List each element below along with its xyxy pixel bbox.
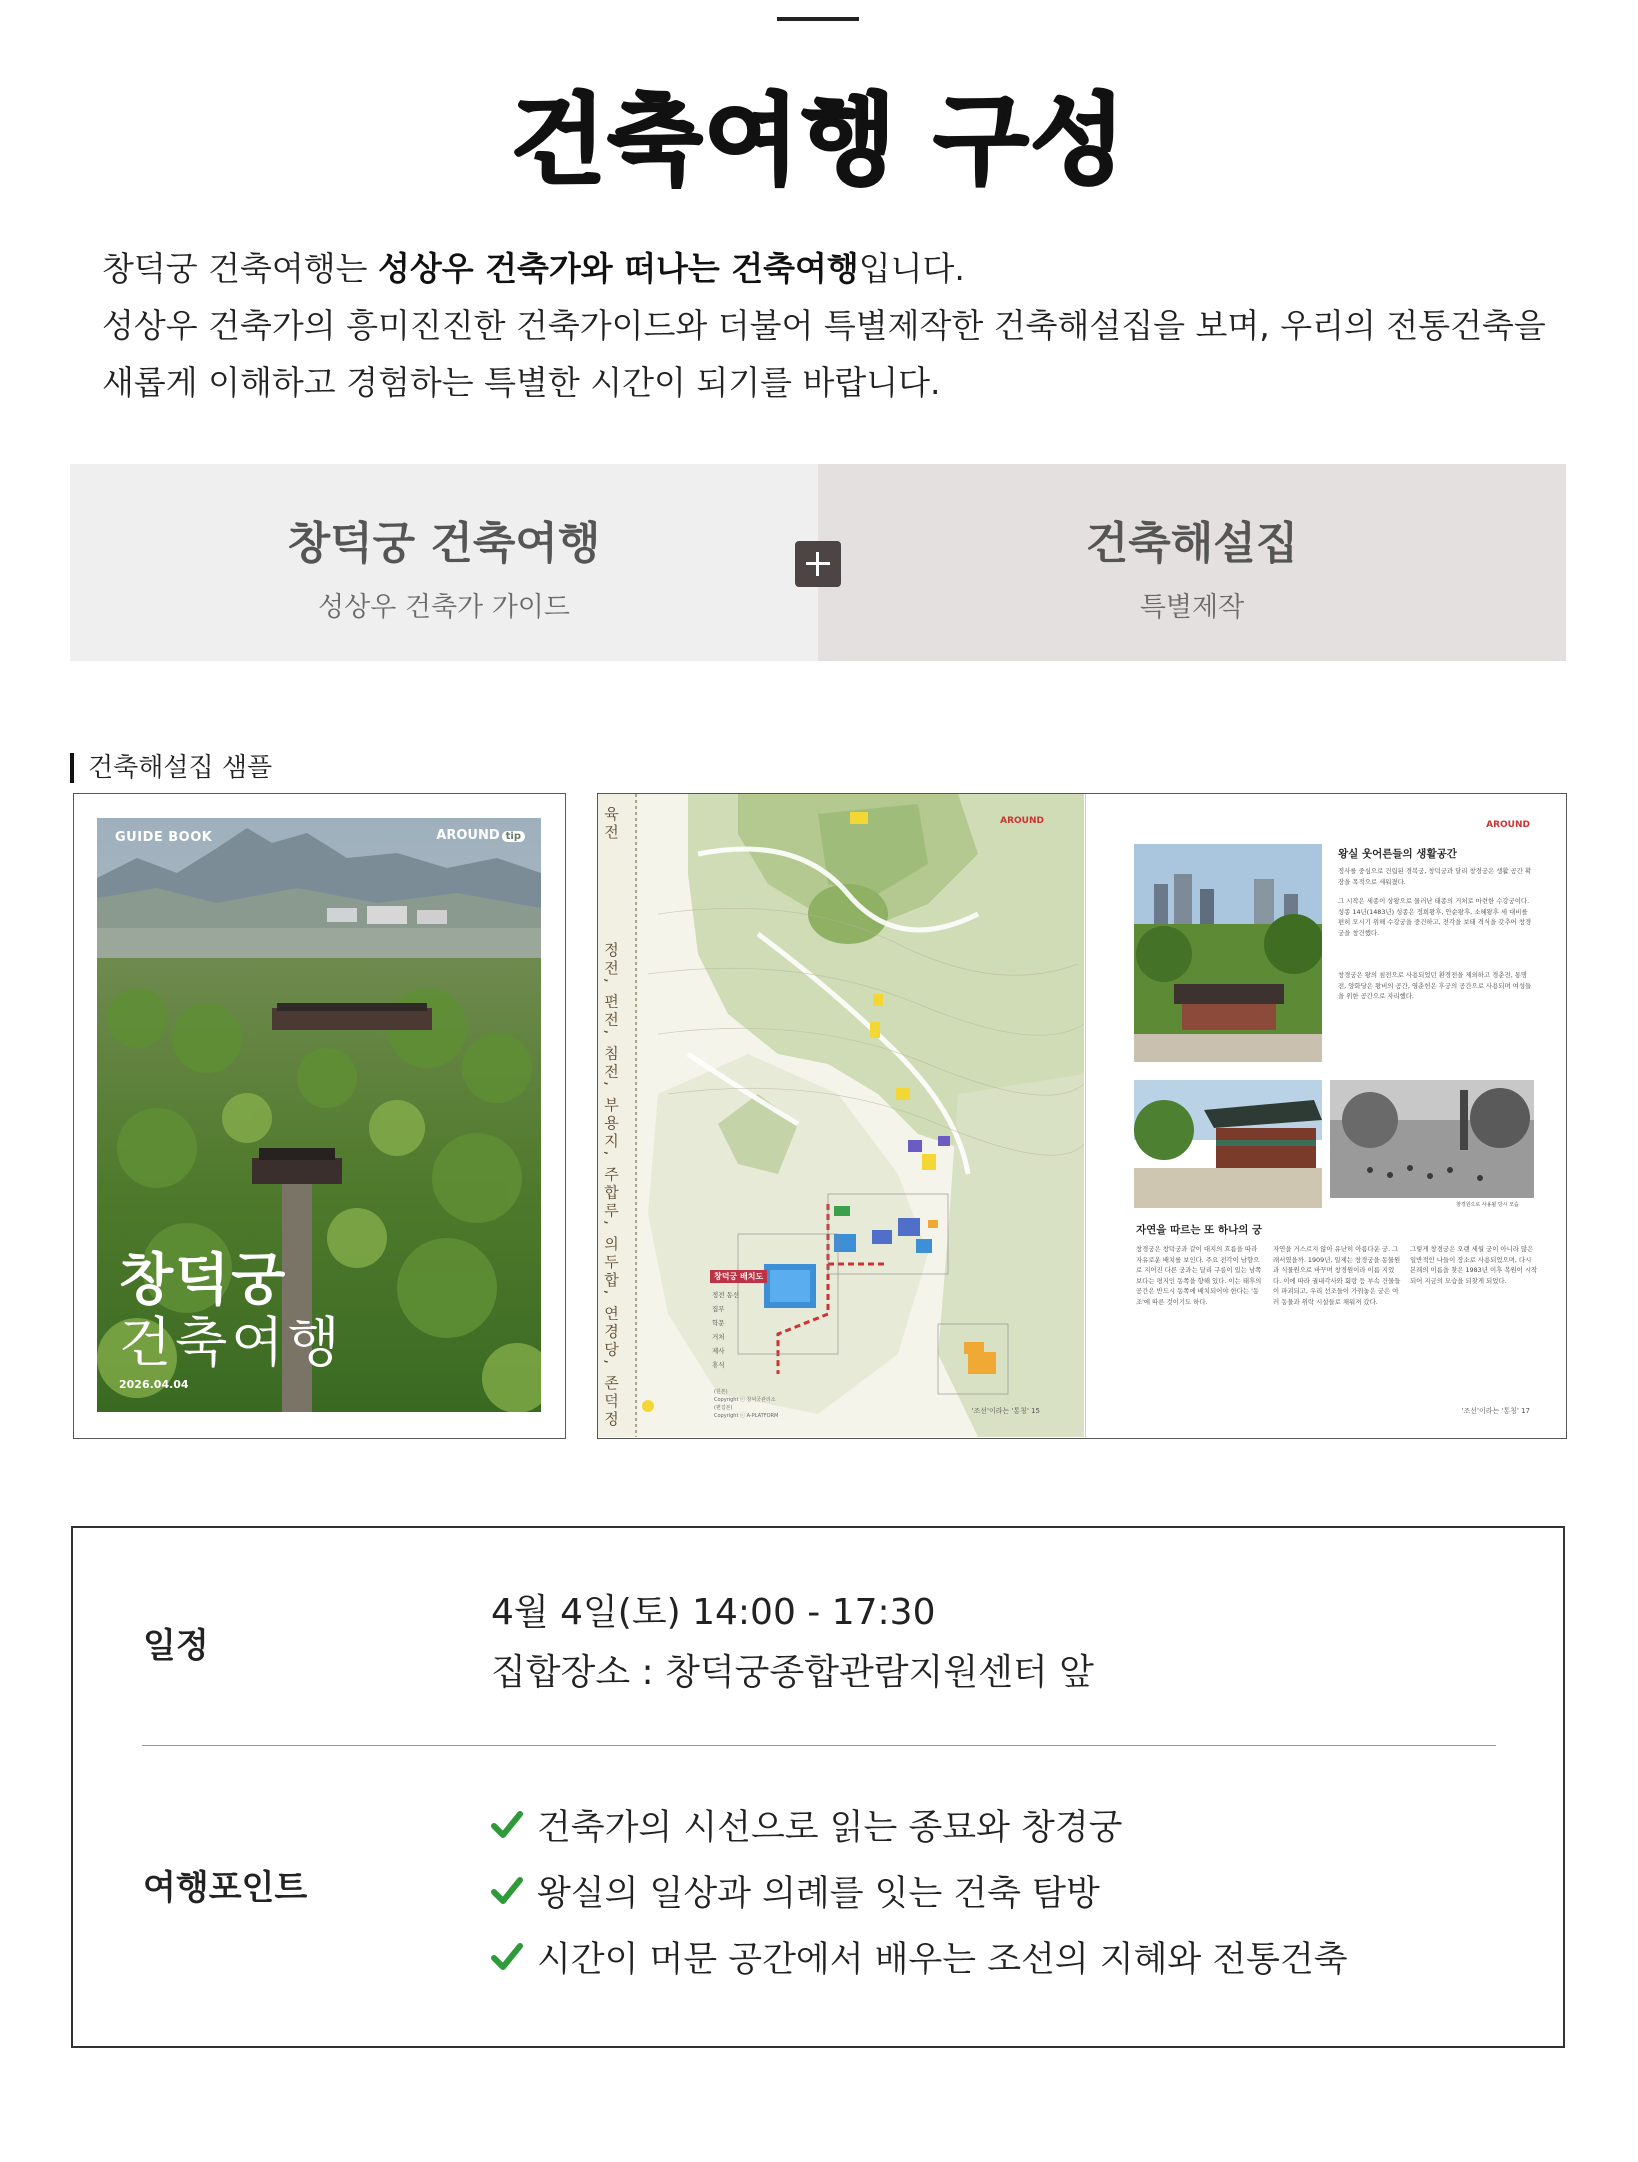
tour-point-item — [491, 1932, 1348, 1982]
map-legend-title: 창덕궁 배치도 — [710, 1270, 767, 1283]
legend-item: 휴식 — [712, 1361, 725, 1369]
text-page-column: 창경궁은 창덕궁과 같이 대지의 흐름을 따라 자유로운 배치를 보인다. 주요 전각이 남향으로 지어진 다른 궁과는 달리 구릉이 있는 남쪽 보다는 평지인 동쪽을 향해 있다. 이는 태후의 공간은 반드시 동쪽에 배치되어야 한다는 '동조'에 따른 것이기도 하다. — [1136, 1245, 1262, 1306]
intro-highlight: 성상우 건축가와 떠나는 건축여행 — [378, 249, 859, 288]
historic-bw-photo — [1330, 1080, 1534, 1198]
schedule-time: 4월 4일(토) 14:00 - 17:30 — [491, 1592, 936, 1633]
text-page-number: '조선'이라는 '통칭' 17 — [1461, 1407, 1530, 1415]
guidebook-cover-frame — [73, 793, 566, 1439]
tour-point-text: 시간이 머문 공간에서 배우는 조선의 지혜와 전통건축 — [537, 1940, 1348, 1980]
check-icon — [491, 1809, 523, 1841]
title-top-rule — [777, 17, 859, 21]
city-palace-photo — [1134, 844, 1322, 1062]
guidebook-cell — [818, 464, 1566, 661]
text-page-heading-2: 자연을 따르는 또 하나의 궁 — [1136, 1224, 1263, 1236]
tour-info-box — [71, 1526, 1565, 2048]
map-legend — [712, 1288, 739, 1372]
cover-guide-tag: GUIDE BOOK — [115, 830, 213, 845]
schedule-label: 일정 — [143, 1626, 209, 1666]
text-page-column: 그렇게 창경궁은 오랜 세월 궁이 아니라 많은 일반적인 나들이 장소로 사용되었으며, 다시 본래의 이름을 찾은 1983년 이후 복원이 시작되어 지금의 모습을 되찾게 되었다. — [1410, 1245, 1538, 1285]
text-page-heading-1: 왕실 웃어른들의 생활공간 — [1338, 848, 1457, 860]
tour-composition-panel — [70, 464, 1566, 661]
text-page-paragraph: 정사를 중심으로 건립된 경복궁, 창덕궁과 달리 창경궁은 생활 공간 확장을 목적으로 세워졌다. — [1338, 867, 1532, 886]
cover-brand-logo: AROUND tip — [436, 828, 525, 843]
legend-item: 학문 — [712, 1319, 725, 1327]
text-page-paragraph: 그 시작은 세종이 상왕으로 물러난 태종의 거처로 마련한 수강궁이다. 성종 14년(1483년) 성종은 정희왕후, 안순왕후, 소혜왕후 세 대비를 편히 모시기 위해 수강궁을 중건하고, 전각을 보태 격식을 갖추어 창경궁을 창건했다. — [1338, 897, 1532, 937]
cover-brand-badge: tip — [502, 831, 525, 842]
sample-section-label: 건축해설집 샘플 — [70, 753, 272, 783]
tour-guide-subtitle: 성상우 건축가 가이드 — [318, 592, 570, 623]
handwritten-note-1: 육전 — [602, 806, 620, 842]
check-icon — [491, 1875, 523, 1907]
photo-caption: 창경원으로 사용될 당시 모습 — [1456, 1202, 1519, 1208]
map-copyright: (원본) Copyright ⓒ 창덕궁관리소 (편집본) Copyright ⓒ A-PLATFORM — [714, 1389, 779, 1419]
text-page-paragraph: 창경궁은 왕의 침전으로 사용되었던 환경전을 제외하고 경춘전, 통명전, 양화당은 왕비의 공간, 영춘헌은 후궁의 공간으로 사용되며 여성들을 위한 공간으로 자리했다. — [1338, 971, 1532, 1000]
tour-point-text: 왕실의 일상과 의례를 잇는 건축 탐방 — [537, 1874, 1100, 1914]
intro-line-1: 창덕궁 건축여행는 성상우 건축가와 떠나는 건축여행입니다. — [102, 249, 965, 288]
legend-item: 거처 — [712, 1333, 725, 1341]
legend-item: 집무 — [712, 1305, 725, 1313]
tour-point-item — [491, 1866, 1100, 1916]
legend-item: 제사 — [712, 1347, 725, 1355]
legend-item: 정전 동선 — [712, 1291, 740, 1299]
intro-text — [102, 240, 1562, 411]
cover-title-main: 창덕궁 — [119, 1248, 288, 1313]
tour-points-label: 여행포인트 — [143, 1868, 308, 1908]
handwritten-note-2: 정전, 편전, 침전, 부용지, 주합루, 의두합, 연경당, 존덕정 — [602, 942, 620, 1429]
tour-point-text: 건축가의 시선으로 읽는 종묘와 창경궁 — [537, 1808, 1123, 1848]
guidebook-title: 건축해설집 — [1085, 518, 1299, 569]
info-divider — [142, 1745, 1496, 1746]
palace-layout-map — [598, 794, 1084, 1437]
intro-line-2: 성상우 건축가의 흥미진진한 건축가이드와 더불어 특별제작한 건축해설집을 보며, 우리의 전통건축을 — [102, 306, 1546, 345]
tour-point-item — [491, 1800, 1122, 1850]
commentary-text-page — [1085, 794, 1567, 1437]
guidebook-subtitle: 특별제작 — [1139, 592, 1245, 623]
text-page-logo: AROUND — [1486, 820, 1530, 830]
meeting-place: 집합장소 : 창덕궁종합관람지원센터 앞 — [491, 1652, 1094, 1693]
guidebook-cover-image — [97, 818, 541, 1412]
text-page-column: 자연을 거스르지 않아 유난히 아름다운 궁. 그래서였을까. 1909년, 일제는 창경궁을 동물원과 식물원으로 바꾸며 창경원이라 이름 지었다. 이에 따라 궐내각사와 회랑 등 부속 건물들이 파괴되고, 우리 선조들이 가꿔놓은 궁은 여러 동물과 위락 시설들로 채워져 갔다. — [1273, 1245, 1401, 1306]
tour-guide-cell — [70, 464, 818, 661]
page-title: 건축여행 구성 — [510, 84, 1128, 198]
tour-guide-title: 창덕궁 건축여행 — [287, 518, 601, 569]
map-page-logo: AROUND — [1000, 816, 1044, 826]
intro-line-3: 새롭게 이해하고 경험하는 특별한 시간이 되기를 바랍니다. — [102, 363, 941, 402]
check-icon — [491, 1941, 523, 1973]
palace-map-page — [598, 794, 1084, 1437]
cover-date: 2026.04.04 — [119, 1378, 189, 1391]
plus-icon — [795, 541, 841, 587]
map-page-number: '조선'이라는 '통칭' 15 — [971, 1407, 1040, 1415]
cover-title-sub: 건축여행 — [119, 1311, 344, 1374]
guidebook-spread-frame — [597, 793, 1567, 1439]
palace-hall-photo — [1134, 1080, 1322, 1208]
